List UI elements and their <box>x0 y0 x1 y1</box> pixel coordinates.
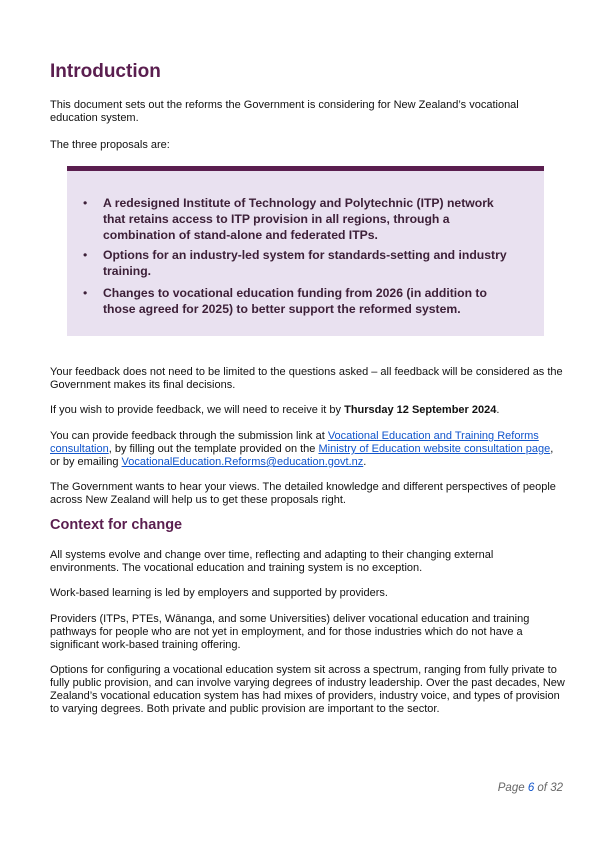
context-paragraph: Options for configuring a vocational education system sit across a spectrum, ranging from fully private to fully public provision, and can involve varying degrees of industry leadership. Over the past decades, New Zealand’s vocational education system has had mixes of providers, industry voice, and types of provision to varying degrees. Both private and public provision are important to the sector. <box>50 664 565 715</box>
deadline-date: Thursday 12 September 2024 <box>344 404 497 416</box>
feedback-deadline-paragraph <box>50 404 565 417</box>
intro-paragraph: This document sets out the reforms the Government is considering for New Zealand’s vocational education system. <box>50 99 519 124</box>
page-label: Page <box>497 782 528 794</box>
channels-text: You can provide feedback through the submission link at <box>50 430 328 442</box>
bullet-icon: • <box>83 248 88 262</box>
feedback-scope-paragraph: Your feedback does not need to be limited to the questions asked – all feedback will be considered as the Government makes its final decisions. <box>50 366 563 391</box>
channels-text: . <box>363 456 367 468</box>
context-paragraph: Providers (ITPs, PTEs, Wānanga, and some Universities) deliver vocational education and training pathways for people who are not yet in employment, and for those industries which do not have a significant work-based training offering. <box>50 613 530 651</box>
context-paragraph: Work-based learning is led by employers and supported by providers. <box>50 587 388 599</box>
page-total: of 32 <box>534 782 563 794</box>
feedback-channels-paragraph <box>50 430 565 469</box>
bullet-icon: • <box>83 286 88 300</box>
proposal-text: Changes to vocational education funding from 2026 (in addition to those agreed for 2025) to better support the reformed system. <box>103 286 487 316</box>
hear-views-paragraph: The Government wants to hear your views. The detailed knowledge and different perspectives of people across New Zealand will help us to get these proposals right. <box>50 481 556 506</box>
proposal-item <box>83 247 518 279</box>
proposals-callout-box <box>67 166 544 336</box>
section-heading: Context for change <box>50 517 183 533</box>
channels-text: , by filling out the template provided on the <box>108 443 319 455</box>
page-title: Introduction <box>50 61 161 82</box>
proposal-item <box>83 285 518 317</box>
context-paragraph: All systems evolve and change over time, reflecting and adapting to their changing external environments. The vocational education and training system is no exception. <box>50 549 494 574</box>
page-number <box>498 782 563 794</box>
proposal-text: Options for an industry-led system for standards-setting and industry training. <box>103 248 507 278</box>
channels-text: , or by emailing <box>50 443 554 468</box>
proposal-text: A redesigned Institute of Technology and Polytechnic (ITP) network that retains access to ITP provision in all regions, through a combination of stand-alone and federated ITPs. <box>103 196 494 242</box>
ministry-consultation-page-link[interactable]: Ministry of Education website consultation page <box>318 443 551 455</box>
current-page: 6 <box>527 782 535 794</box>
proposals-lead-in: The three proposals are: <box>50 139 170 151</box>
deadline-text: If you wish to provide feedback, we will need to receive it by <box>50 404 345 416</box>
proposal-item <box>83 195 518 243</box>
consultation-link[interactable]: Vocational Education and Training Reforms consultation <box>50 430 539 455</box>
email-link[interactable]: VocationalEducation.Reforms@education.govt.nz <box>121 456 364 468</box>
deadline-end: . <box>496 404 500 416</box>
bullet-icon: • <box>83 196 88 210</box>
